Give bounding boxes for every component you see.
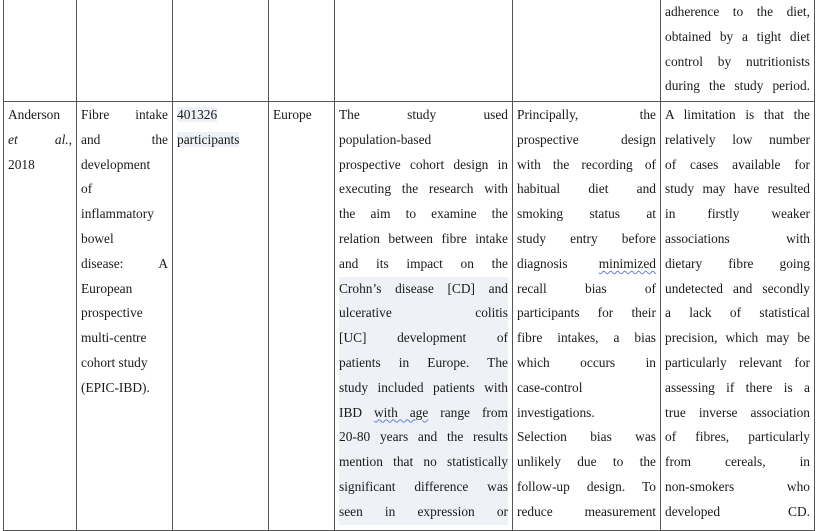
- strength-line: investigations.: [517, 404, 595, 420]
- limitation-line: in firstly weaker: [665, 206, 810, 222]
- description-line: prospective cohort design in: [339, 156, 508, 172]
- title-line: prospective: [81, 305, 143, 321]
- author-year: 2018: [8, 156, 35, 172]
- description-line: population-based: [339, 131, 432, 147]
- description-line: IBD with age range from: [339, 401, 508, 426]
- description-line: patients in Europe. The: [339, 351, 508, 376]
- title-line: development: [81, 156, 151, 172]
- limitation-line: particularly relevant for: [665, 354, 810, 370]
- description-line: The study used: [339, 107, 508, 122]
- title-cell: [77, 0, 173, 102]
- description-line: study included patients with: [339, 376, 508, 401]
- limitation-line: associations with: [665, 230, 810, 246]
- limitation-line: undetected and secondly: [665, 280, 810, 296]
- strength-line: smoking status at: [517, 206, 656, 222]
- strength-cell: [513, 0, 661, 102]
- limitation-line: during the study period.: [665, 78, 810, 94]
- limitation-line: of cases available for: [665, 156, 810, 172]
- participants-cell: [173, 0, 269, 102]
- strength-line: unlikely due to the: [517, 454, 656, 470]
- strength-line: reduce measurement: [517, 503, 656, 519]
- spellcheck-mark: with age: [374, 404, 429, 420]
- description-cell: [335, 0, 513, 102]
- limitation-line: precision, which may be: [665, 330, 810, 346]
- limitation-cell: [661, 102, 815, 531]
- participants-cell: [173, 102, 269, 531]
- limitation-line: from cereals, in: [665, 454, 810, 470]
- author-cell: [4, 0, 77, 102]
- description-line: the aim to examine the: [339, 206, 508, 222]
- participants-count: 401326: [177, 107, 218, 122]
- strength-line: follow-up design. To: [517, 478, 656, 494]
- limitation-line: of fibres, particularly: [665, 429, 810, 445]
- title-line: multi-centre: [81, 330, 147, 346]
- limitation-line: dietary fibre going: [665, 255, 810, 271]
- limitation-line: adherence to the diet,: [665, 4, 810, 19]
- description-line: [UC] development of: [339, 326, 508, 351]
- title-line: Fibre intake: [81, 107, 168, 122]
- title-cell: [77, 102, 173, 531]
- location-cell: [269, 102, 335, 531]
- description-line: relation between fibre intake: [339, 230, 508, 246]
- limitation-line: assessing if there is a: [665, 379, 810, 395]
- description-line: and its impact on the: [339, 255, 508, 271]
- limitation-line: obtained by a tight diet: [665, 28, 810, 44]
- limitation-line: true inverse association: [665, 404, 810, 420]
- strength-line: with the recording of: [517, 156, 656, 172]
- location-text: Europe: [273, 107, 312, 122]
- author-cell: [4, 102, 77, 531]
- title-line: (EPIC-IBD).: [81, 379, 150, 395]
- description-line: mention that no statistically: [339, 450, 508, 475]
- limitation-line: a lack of statistical: [665, 305, 810, 321]
- description-line: executing the research with: [339, 181, 508, 197]
- description-line: ulcerative colitis: [339, 301, 508, 326]
- strength-line: which occurs in: [517, 354, 656, 370]
- spellcheck-mark: minimized: [598, 255, 656, 271]
- limitation-line: developed CD.: [665, 503, 810, 519]
- limitation-line: A limitation is that the: [665, 107, 810, 122]
- description-line: seen in expression or: [339, 500, 508, 525]
- description-line: Crohn’s disease [CD] and: [339, 277, 508, 302]
- limitation-cell: [661, 0, 815, 102]
- strength-cell: [513, 102, 661, 531]
- literature-review-table: [3, 0, 815, 531]
- strength-line: case-control: [517, 379, 583, 395]
- strength-line: study entry before: [517, 230, 656, 246]
- participants-label: participants: [177, 131, 240, 147]
- title-line: of: [81, 181, 93, 197]
- limitation-line: relatively low number: [665, 131, 810, 147]
- limitation-line: non-smokers who: [665, 478, 810, 494]
- title-line: European: [81, 280, 133, 296]
- author-name: Anderson: [8, 107, 61, 122]
- strength-line: Principally, the: [517, 107, 656, 122]
- strength-line: recall bias of: [517, 280, 656, 296]
- title-line: cohort study: [81, 354, 148, 370]
- description-line: 20-80 years and the results: [339, 425, 508, 450]
- strength-line: participants for their: [517, 305, 656, 321]
- strength-line: habitual diet and: [517, 181, 656, 197]
- strength-line: fibre intakes, a bias: [517, 330, 656, 346]
- table-row: [4, 0, 815, 102]
- author-etal: et al.,: [8, 131, 72, 147]
- strength-line: diagnosis minimized: [517, 255, 656, 271]
- description-cell: [335, 102, 513, 531]
- strength-line: Selection bias was: [517, 429, 656, 445]
- title-line: inflammatory: [81, 206, 154, 222]
- limitation-line: study may have resulted: [665, 181, 810, 197]
- title-line: and the: [81, 131, 168, 147]
- description-line: significant difference was: [339, 475, 508, 500]
- title-line: bowel: [81, 230, 114, 246]
- table-row: [4, 102, 815, 531]
- title-line: disease: A: [81, 255, 168, 271]
- limitation-line: control by nutritionists: [665, 53, 810, 69]
- location-cell: [269, 0, 335, 102]
- strength-line: prospective design: [517, 131, 656, 147]
